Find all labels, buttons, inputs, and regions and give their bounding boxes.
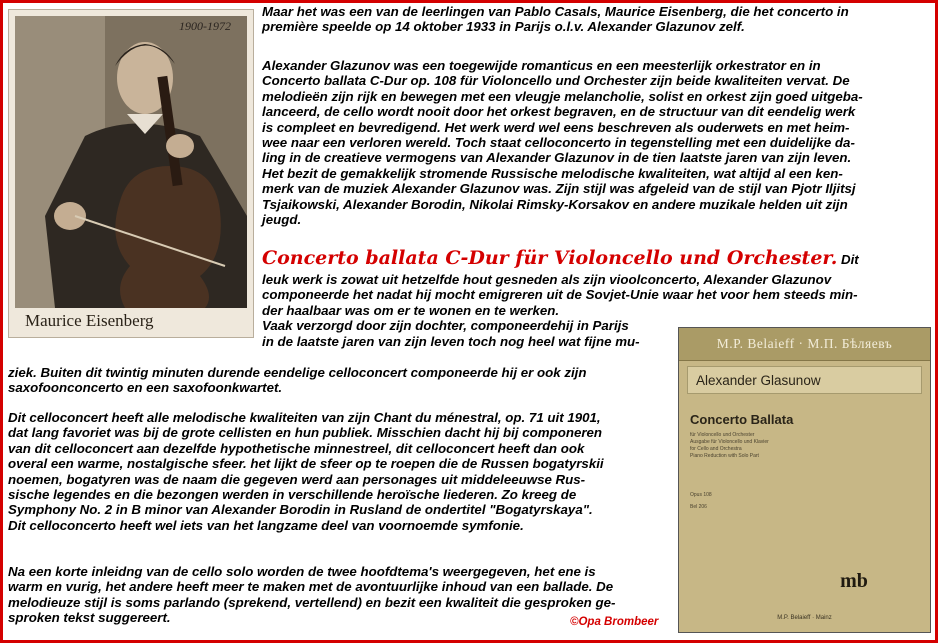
paragraph-premiere xyxy=(262,4,849,35)
score-opus: Opus 108 xyxy=(690,492,712,498)
text-line: overal een warme, nostalgische sfeer. het lijkt de sfeer op te roepen die de Russen bogatyrskii xyxy=(8,456,604,472)
text-line: Het bezit de gemakkelijk stromende Russische melodische kwaliteiten, wat altijd al een ken- xyxy=(262,165,843,181)
score-publisher-footer: M.P. Belaieff · Mainz xyxy=(777,615,832,621)
concerto-title: Concerto ballata C-Dur für Violoncello und Orchester. xyxy=(262,247,838,269)
belaieff-logo: mb xyxy=(840,569,868,592)
text-line: warm en vurig, het andere heeft meer te maken met de avontuurlijke inhoud van een ballade. De xyxy=(8,579,614,595)
text-line: Concerto ballata C-Dur op. 108 für Violoncello und Orchester zijn beide kwaliteiten vervat. De xyxy=(262,73,850,89)
text-line: Dit celloconcert heeft alle melodische kwaliteiten van zijn Chant du ménestral, op. 71 uit 1901, xyxy=(8,410,601,425)
text-line: componeerde het nadat hij mocht emigreren uit de Sovjet-Unie waar het voor hem steeds min- xyxy=(262,287,858,303)
score-cover xyxy=(678,327,931,633)
text-line: in de laatste jaren van zijn leven toch nog heel wat fijne mu- xyxy=(262,333,640,349)
text-line: ziek. Buiten dit twintig minuten durende eendelige celloconcert componeerde hij er ook zijn xyxy=(8,365,587,380)
text-line: Vaak verzorgd door zijn dochter, componeerdehij in Parijs xyxy=(262,318,629,334)
text-line: Maar het was een van de leerlingen van Pablo Casals, Maurice Eisenberg, die het concerto in xyxy=(262,4,849,19)
score-subtitle-line: Ausgabe für Violoncello und Klavier xyxy=(690,439,769,445)
text-line: jeugd. xyxy=(262,212,302,228)
score-subtitle-line: für Violoncello und Orchester xyxy=(690,432,755,438)
text-line: sproken tekst suggereert. xyxy=(8,610,171,626)
text-line: melodieën zijn rijk en bewegen met een vleugje melancholie, solist en orkest zijn goed uitgeba- xyxy=(262,88,863,104)
text-line: saxofoonconcerto en een saxofoonkwartet. xyxy=(8,380,283,396)
text-line: van dit celloconcert aan dezelfde hypothetische minnestreel, dit celloconcert heeft dan ook xyxy=(8,440,585,456)
score-subtitle-line: Piano Reduction with Solo Part xyxy=(690,453,759,459)
score-subtitle-line: for Cello and Orchestra xyxy=(690,446,742,452)
portrait-photo xyxy=(8,9,254,338)
paragraph-ballata-cont xyxy=(8,365,587,396)
portrait-caption: Maurice Eisenberg xyxy=(25,311,154,330)
text-line: dat lang favoriet was bij de grote cellisten en hun publiek. Misschien dacht hij bij componeren xyxy=(8,425,603,441)
copyright-credit: ©Opa Brombeer xyxy=(570,616,659,628)
text-line: première speelde op 14 oktober 1933 in Parijs o.l.v. Alexander Glazunov zelf. xyxy=(262,19,745,35)
paragraph-chant xyxy=(8,410,604,533)
portrait-years: 1900-1972 xyxy=(179,19,231,33)
text-line: Alexander Glazunov was een toegewijde romanticus en een meesterlijk orkestrator en in xyxy=(262,58,821,73)
score-subtitle xyxy=(690,432,820,460)
text-line: is compleet en bevredigend. Het werk werd wel eens beschreven als ouderwets en met heim- xyxy=(262,119,850,135)
heading-line xyxy=(262,247,859,269)
text-line: Na een korte inleidng van de cello solo worden de twee hoofdtema's weergegeven, het ene is xyxy=(8,564,596,579)
text-line: Symphony No. 2 in B minor van Alexander Borodin in Rusland de ondertitel "Bogatyrskaya". xyxy=(8,502,593,518)
text-line: Dit xyxy=(837,252,859,267)
text-line: melodieuze stijl is soms parlando (sprekend, vertellend) en bezit een kwaliteit die gesproken ge- xyxy=(8,594,616,610)
cellist-illustration xyxy=(15,16,247,308)
paragraph-themes xyxy=(8,564,615,626)
text-line: der haalbaar was om er te wonen en te werken. xyxy=(262,302,560,318)
text-line: ling in de creatieve vermogens van Alexander Glazunov in de tien laatste jaren van zijn leven. xyxy=(262,150,852,166)
score-composer: Alexander Glasunow xyxy=(687,366,922,394)
text-line: merk van de muziek Alexander Glazunov was. Zijn stijl was afgeleid van de stijl van Pjotr Iljitsj xyxy=(262,181,856,197)
cellist-photo xyxy=(15,16,247,308)
text-line: noemen, bogatyren was de naam die gegeven werd aan personages uit middeleeuwse Rus- xyxy=(8,471,586,487)
paragraph-glazunov xyxy=(262,58,863,227)
score-title: Concerto Ballata xyxy=(690,412,794,427)
text-line: leuk werk is zowat uit hetzelfde hout gesneden als zijn vioolconcerto, Alexander Glazunov xyxy=(262,272,832,287)
text-line: lanceerd, de cello wordt nooit door het orkest begraven, en de structuur van dit eendelig werk xyxy=(262,104,856,120)
score-publisher-header: M.P. Belaieff · М.П. Бѣляевъ xyxy=(679,328,930,361)
text-line: sische legendes en die bezongen werden in verschillende heroïsche liederen. Zo kreeg de xyxy=(8,487,577,503)
text-line: Dit celloconcerto heeft wel iets van het langzame deel van voornoemde symfonie. xyxy=(8,517,524,533)
text-line: Tsjaikowski, Alexander Borodin, Nikolai Rimsky-Korsakov en andere muzikale helden uit zijn xyxy=(262,196,848,212)
score-number: Bel 206 xyxy=(690,504,707,510)
text-line: wee naar een verloren wereld. Toch staat celloconcerto in tegenstelling met een duidelijke da- xyxy=(262,135,855,151)
